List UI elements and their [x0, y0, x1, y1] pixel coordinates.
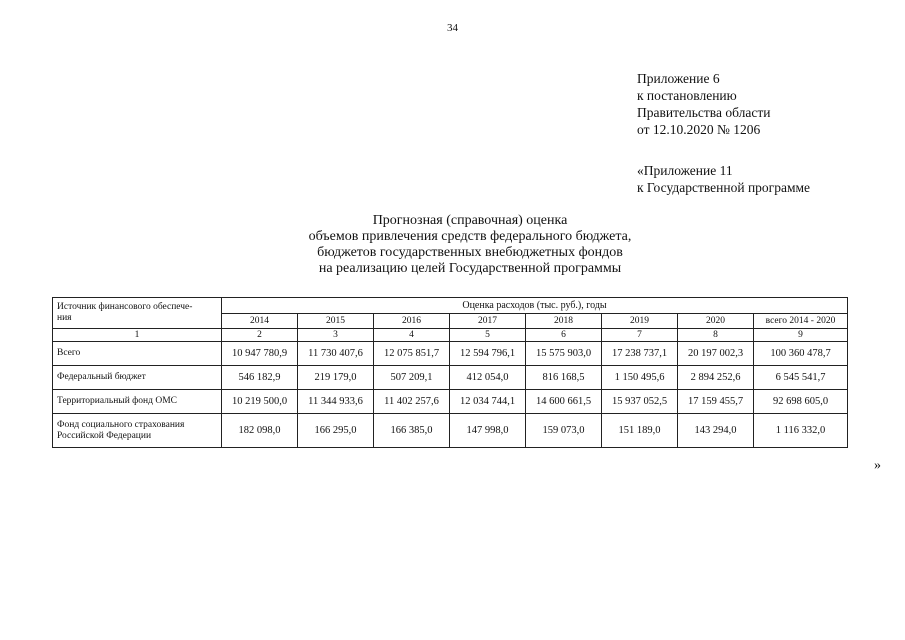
table-cell: 219 179,0	[298, 366, 374, 390]
title-line: объемов привлечения средств федерального бюджета,	[308, 229, 632, 244]
row-label-line: Российской Федерации	[57, 430, 152, 441]
year-header: 2018	[526, 314, 602, 329]
table-cell: 816 168,5	[526, 366, 602, 390]
row-label	[53, 342, 222, 366]
column-number: 5	[450, 329, 526, 342]
table-cell: 166 385,0	[374, 414, 450, 448]
document-title	[250, 213, 690, 277]
closing-quote-mark: »	[874, 458, 881, 473]
appendix-line: Приложение 6	[637, 71, 720, 86]
appendix-reference	[637, 70, 770, 138]
table-cell: 10 947 780,9	[222, 342, 298, 366]
year-header: 2015	[298, 314, 374, 329]
table-cell: 412 054,0	[450, 366, 526, 390]
table-cell: 100 360 478,7	[754, 342, 848, 366]
column-number-row	[53, 329, 848, 342]
title-line: Прогнозная (справочная) оценка	[372, 213, 568, 228]
column-number: 2	[222, 329, 298, 342]
table-cell: 15 575 903,0	[526, 342, 602, 366]
year-header: 2019	[602, 314, 678, 329]
table-cell: 92 698 605,0	[754, 390, 848, 414]
column-number: 4	[374, 329, 450, 342]
table-cell: 166 295,0	[298, 414, 374, 448]
column-number: 1	[53, 329, 222, 342]
table-cell: 17 238 737,1	[602, 342, 678, 366]
row-label-line: Всего	[57, 348, 81, 358]
source-header-line: ния	[57, 313, 72, 323]
year-header: 2020	[678, 314, 754, 329]
table-cell: 6 545 541,7	[754, 366, 848, 390]
table-cell: 159 073,0	[526, 414, 602, 448]
appendix-quote-line: «Приложение 11	[637, 163, 733, 178]
row-label-line: Федеральный бюджет	[57, 372, 146, 382]
funding-table-wrapper	[52, 297, 848, 448]
table-header-row	[53, 298, 848, 314]
table-cell: 546 182,9	[222, 366, 298, 390]
table-cell: 10 219 500,0	[222, 390, 298, 414]
table-cell: 11 402 257,6	[374, 390, 450, 414]
title-line: на реализацию целей Государственной программы	[318, 261, 622, 276]
source-column-header	[53, 298, 222, 329]
table-cell: 12 075 851,7	[374, 342, 450, 366]
appendix-line: Правительства области	[637, 105, 771, 120]
table-cell: 1 150 495,6	[602, 366, 678, 390]
appendix-line: к постановлению	[637, 88, 737, 103]
total-header: всего 2014 - 2020	[754, 314, 848, 329]
column-number: 8	[678, 329, 754, 342]
year-header: 2016	[374, 314, 450, 329]
row-label	[53, 414, 222, 448]
appendix-line: от 12.10.2020 № 1206	[637, 122, 761, 137]
table-cell: 182 098,0	[222, 414, 298, 448]
table-cell: 143 294,0	[678, 414, 754, 448]
source-header-line: Источник финансового обеспече-	[57, 302, 193, 312]
table-cell: 20 197 002,3	[678, 342, 754, 366]
row-label	[53, 366, 222, 390]
column-number: 3	[298, 329, 374, 342]
column-number: 9	[754, 329, 848, 342]
table-cell: 507 209,1	[374, 366, 450, 390]
table-row-oms	[53, 390, 848, 414]
table-cell: 17 159 455,7	[678, 390, 754, 414]
column-number: 7	[602, 329, 678, 342]
table-cell: 15 937 052,5	[602, 390, 678, 414]
funding-table	[52, 297, 848, 448]
table-cell: 11 730 407,6	[298, 342, 374, 366]
table-cell: 12 594 796,1	[450, 342, 526, 366]
table-cell: 12 034 744,1	[450, 390, 526, 414]
year-header: 2017	[450, 314, 526, 329]
column-number: 6	[526, 329, 602, 342]
table-row-total	[53, 342, 848, 366]
table-cell: 1 116 332,0	[754, 414, 848, 448]
table-cell: 2 894 252,6	[678, 366, 754, 390]
year-header: 2014	[222, 314, 298, 329]
table-row-federal	[53, 366, 848, 390]
appendix-quote-reference	[637, 162, 810, 196]
appendix-quote-line: к Государственной программе	[637, 180, 811, 195]
table-row-social-insurance	[53, 414, 848, 448]
row-label-line: Территориальный фонд ОМС	[57, 396, 177, 406]
table-cell: 147 998,0	[450, 414, 526, 448]
table-cell: 14 600 661,5	[526, 390, 602, 414]
table-cell: 11 344 933,6	[298, 390, 374, 414]
expense-group-header: Оценка расходов (тыс. руб.), годы	[222, 298, 848, 314]
row-label	[53, 390, 222, 414]
page-number: 34	[447, 22, 458, 34]
row-label-line: Фонд социального страхования	[57, 419, 185, 430]
table-cell: 151 189,0	[602, 414, 678, 448]
title-line: бюджетов государственных внебюджетных фондов	[317, 245, 623, 260]
